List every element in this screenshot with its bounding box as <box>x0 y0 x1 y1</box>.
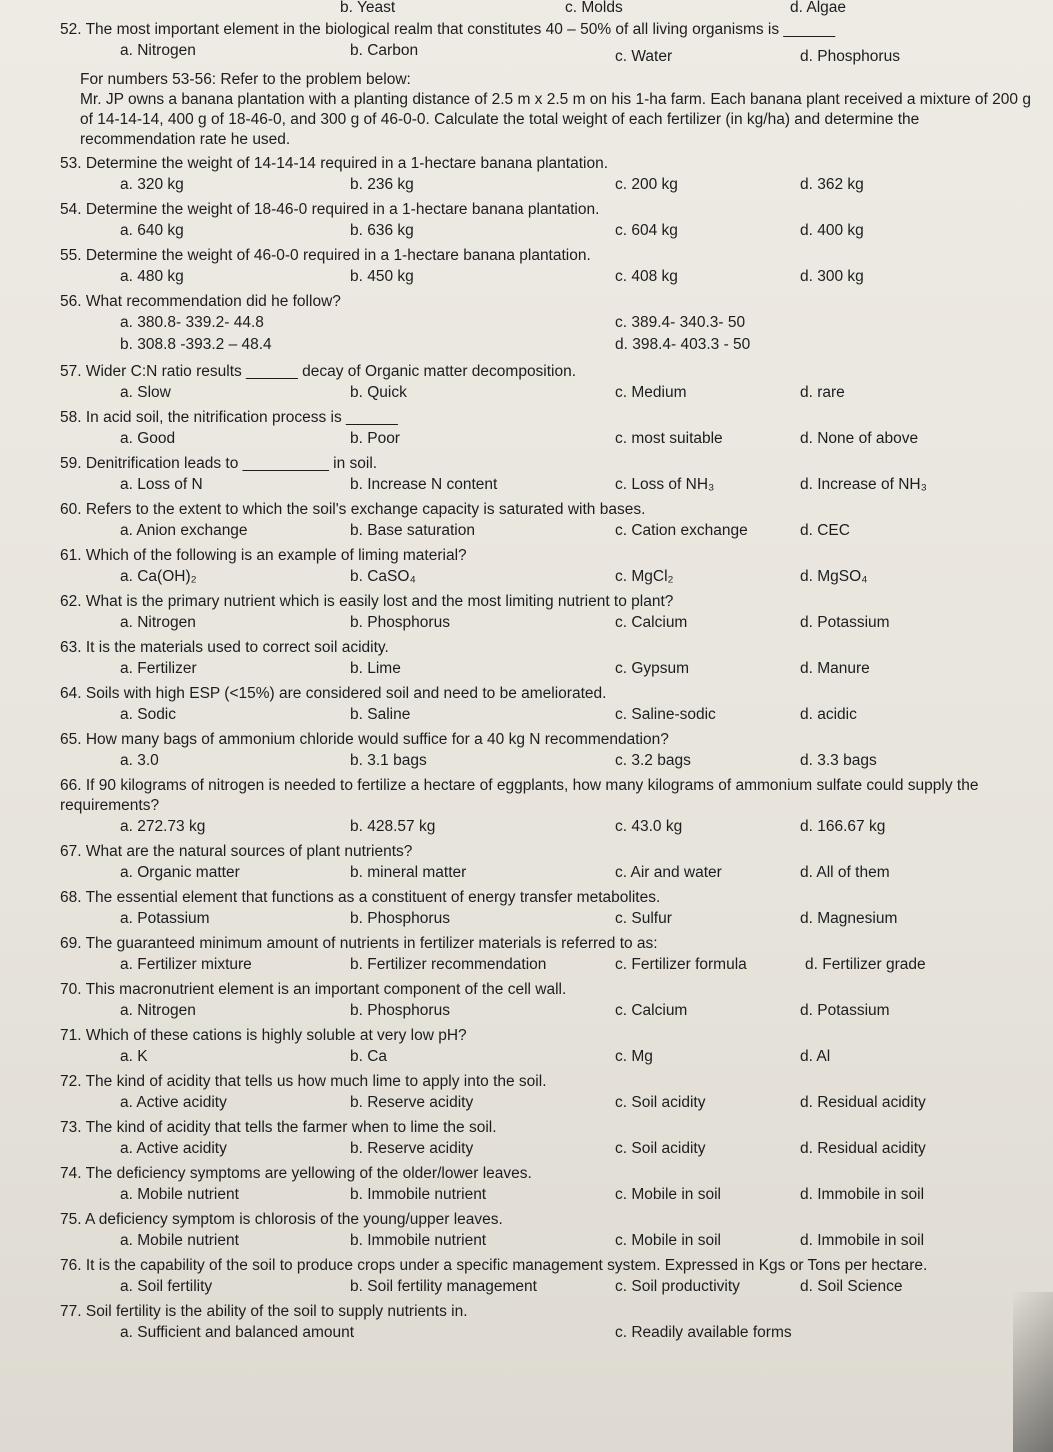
option-a: a. Ca(OH)₂ <box>120 568 197 585</box>
options-row <box>60 428 1035 450</box>
question-text: 53. Determine the weight of 14-14-14 required in a 1-hectare banana plantation. <box>60 155 609 172</box>
option-d: d. Magnesium <box>800 910 898 927</box>
question-text: 67. What are the natural sources of plant nutrients? <box>60 843 413 860</box>
option-a: a. Loss of N <box>120 476 203 493</box>
option-b: b. 428.57 kg <box>350 818 436 835</box>
option-b: b. Yeast <box>340 0 396 16</box>
option-d: d. Fertilizer grade <box>805 956 926 973</box>
options-row <box>60 1000 1035 1022</box>
option-c: c. Mobile in soil <box>615 1186 721 1203</box>
options-row <box>60 1138 1035 1160</box>
option-a: a. Good <box>120 430 176 447</box>
option-c: c. Air and water <box>615 864 722 881</box>
option-a: a. Organic matter <box>120 864 240 881</box>
question-59 <box>60 454 1035 496</box>
option-d: d. Phosphorus <box>800 48 900 65</box>
option-a: a. 640 kg <box>120 222 184 239</box>
option-c: c. Mg <box>615 1048 653 1065</box>
options-row <box>60 954 1035 976</box>
question-text: 69. The guaranteed minimum amount of nutrients in fertilizer materials is referred to as: <box>60 935 658 952</box>
option-b: b. 308.8 -393.2 – 48.4 <box>120 336 272 353</box>
option-a: a. 320 kg <box>120 176 184 193</box>
option-b: b. Saline <box>350 706 411 723</box>
question-52 <box>60 20 1035 65</box>
question-67 <box>60 842 1035 884</box>
option-c: c. Soil acidity <box>615 1140 706 1157</box>
question-66 <box>60 776 1035 838</box>
options-row <box>60 174 1035 196</box>
question-text: 54. Determine the weight of 18-46-0 required in a 1-hectare banana plantation. <box>60 201 600 218</box>
question-text: 65. How many bags of ammonium chloride would suffice for a 40 kg N recommendation? <box>60 731 669 748</box>
question-text: 64. Soils with high ESP (<15%) are considered soil and need to be ameliorated. <box>60 685 607 702</box>
question-63 <box>60 638 1035 680</box>
question-55 <box>60 246 1035 288</box>
options-row <box>60 1276 1035 1298</box>
question-61 <box>60 546 1035 588</box>
option-d: d. Residual acidity <box>800 1094 926 1111</box>
option-b: b. Carbon <box>350 42 419 59</box>
question-text: 57. Wider C:N ratio results ______ decay of Organic matter decomposition. <box>60 363 577 380</box>
option-c: c. Readily available forms <box>615 1324 792 1341</box>
option-a: a. Anion exchange <box>120 522 248 539</box>
option-a: a. Nitrogen <box>120 614 196 631</box>
options-row <box>60 312 1035 334</box>
option-a: a. 3.0 <box>120 752 159 769</box>
options-row <box>60 658 1035 680</box>
option-c: c. Mobile in soil <box>615 1232 721 1249</box>
option-b: b. Reserve acidity <box>350 1094 474 1111</box>
option-d: d. Increase of NH₃ <box>800 476 927 493</box>
option-c: c. 3.2 bags <box>615 752 691 769</box>
option-c: c. Soil acidity <box>615 1094 706 1111</box>
question-text: 68. The essential element that functions as a constituent of energy transfer metabolites. <box>60 889 661 906</box>
question-64 <box>60 684 1035 726</box>
option-a: a. Fertilizer mixture <box>120 956 252 973</box>
options-row <box>60 704 1035 726</box>
option-c: c. Sulfur <box>615 910 672 927</box>
question-text: 66. If 90 kilograms of nitrogen is needed to fertilize a hectare of eggplants, how many kilograms of ammonium sulfate could supply the requirements? <box>60 777 979 814</box>
question-71 <box>60 1026 1035 1068</box>
option-c: c. Fertilizer formula <box>615 956 747 973</box>
options-row <box>60 1230 1035 1252</box>
question-56 <box>60 292 1035 356</box>
option-c: c. Medium <box>615 384 687 401</box>
options-row <box>60 1322 1035 1344</box>
options-row <box>60 334 1035 356</box>
option-a: a. Nitrogen <box>120 1002 196 1019</box>
option-a: a. Active acidity <box>120 1094 227 1111</box>
option-b: b. Lime <box>350 660 401 677</box>
question-58 <box>60 408 1035 450</box>
option-d: d. 400 kg <box>800 222 864 239</box>
question-62 <box>60 592 1035 634</box>
question-text: 75. A deficiency symptom is chlorosis of the young/upper leaves. <box>60 1211 503 1228</box>
option-c: c. 389.4- 340.3- 50 <box>615 314 746 331</box>
intro-problem: Mr. JP owns a banana plantation with a planting distance of 2.5 m x 2.5 m on his 1-ha farm. Each banana plant received a mixture of 200 g of 14-14-14, 400 g of 18-46-0, and 300 g of 46-0-0. Calculate the total weight of each fertilizer (in kg/ha) and determine the recommendation rate he used. <box>80 91 1031 148</box>
problem-intro <box>80 70 1035 150</box>
option-d: d. None of above <box>800 430 919 447</box>
option-b: b. Soil fertility management <box>350 1278 537 1295</box>
option-a: a. Soil fertility <box>120 1278 213 1295</box>
question-text: 63. It is the materials used to correct soil acidity. <box>60 639 389 656</box>
options-row-top <box>60 0 1035 20</box>
option-b: b. Immobile nutrient <box>350 1186 487 1203</box>
option-b: b. 636 kg <box>350 222 414 239</box>
question-text: 61. Which of the following is an example of liming material? <box>60 547 467 564</box>
question-text: 70. This macronutrient element is an important component of the cell wall. <box>60 981 567 998</box>
option-d: d. Potassium <box>800 614 890 631</box>
option-b: b. Ca <box>350 1048 388 1065</box>
option-c: c. Cation exchange <box>615 522 748 539</box>
options-row <box>60 382 1035 404</box>
question-70 <box>60 980 1035 1022</box>
question-text: 52. The most important element in the biological realm that constitutes 40 – 50% of all living organisms is ______ <box>60 21 836 38</box>
option-d: d. 300 kg <box>800 268 864 285</box>
options-row <box>60 474 1035 496</box>
option-b: b. Fertilizer recommendation <box>350 956 547 973</box>
options-row <box>60 1046 1035 1068</box>
option-b: b. Phosphorus <box>350 614 450 631</box>
option-a: a. 272.73 kg <box>120 818 206 835</box>
options-row <box>60 750 1035 772</box>
option-c: c. Molds <box>565 0 623 16</box>
page-edge-shadow <box>1013 1292 1053 1452</box>
options-row <box>60 266 1035 288</box>
question-text: 56. What recommendation did he follow? <box>60 293 341 310</box>
option-d: d. Immobile in soil <box>800 1232 925 1249</box>
options-row <box>60 816 1035 838</box>
options-row <box>60 40 1035 65</box>
options-row <box>60 520 1035 542</box>
option-b: b. CaSO₄ <box>350 568 416 585</box>
option-c: c. Water <box>615 48 673 65</box>
option-a: a. Mobile nutrient <box>120 1232 239 1249</box>
options-row <box>60 908 1035 930</box>
option-c: c. Gypsum <box>615 660 690 677</box>
option-a: a. Sufficient and balanced amount <box>120 1324 355 1341</box>
option-b: b. 450 kg <box>350 268 414 285</box>
option-d: d. rare <box>800 384 845 401</box>
option-a: a. K <box>120 1048 148 1065</box>
question-60 <box>60 500 1035 542</box>
option-c: c. 43.0 kg <box>615 818 683 835</box>
question-76 <box>60 1256 1035 1298</box>
option-b: b. 236 kg <box>350 176 414 193</box>
option-a: a. Sodic <box>120 706 177 723</box>
option-d: d. 3.3 bags <box>800 752 877 769</box>
option-d: d. CEC <box>800 522 850 539</box>
option-d: d. Potassium <box>800 1002 890 1019</box>
option-c: c. Calcium <box>615 1002 688 1019</box>
option-b: b. Base saturation <box>350 522 475 539</box>
option-a: a. Slow <box>120 384 171 401</box>
question-75 <box>60 1210 1035 1252</box>
question-text: 55. Determine the weight of 46-0-0 required in a 1-hectare banana plantation. <box>60 247 591 264</box>
option-d: d. acidic <box>800 706 857 723</box>
question-text: 58. In acid soil, the nitrification process is ______ <box>60 409 398 426</box>
options-row <box>60 566 1035 588</box>
question-57 <box>60 362 1035 404</box>
option-c: c. 200 kg <box>615 176 678 193</box>
option-b: b. Poor <box>350 430 400 447</box>
question-69 <box>60 934 1035 976</box>
option-a: a. Fertilizer <box>120 660 197 677</box>
option-d: d. Al <box>800 1048 831 1065</box>
option-c: c. 408 kg <box>615 268 678 285</box>
option-d: d. All of them <box>800 864 890 881</box>
question-text: 74. The deficiency symptoms are yellowing of the older/lower leaves. <box>60 1165 532 1182</box>
question-text: 72. The kind of acidity that tells us how much lime to apply into the soil. <box>60 1073 547 1090</box>
options-row <box>60 1092 1035 1114</box>
question-text: 60. Refers to the extent to which the soil's exchange capacity is saturated with bases. <box>60 501 646 518</box>
option-a: a. Potassium <box>120 910 210 927</box>
question-text: 77. Soil fertility is the ability of the soil to supply nutrients in. <box>60 1303 468 1320</box>
option-a: a. Active acidity <box>120 1140 227 1157</box>
option-a: a. 480 kg <box>120 268 184 285</box>
option-b: b. Immobile nutrient <box>350 1232 487 1249</box>
option-c: c. Loss of NH₃ <box>615 476 715 493</box>
option-d: d. Immobile in soil <box>800 1186 925 1203</box>
option-c: c. MgCl₂ <box>615 568 674 585</box>
intro-title: For numbers 53-56: Refer to the problem below: <box>80 71 411 88</box>
option-d: d. MgSO₄ <box>800 568 868 585</box>
question-text: 73. The kind of acidity that tells the farmer when to lime the soil. <box>60 1119 497 1136</box>
question-77 <box>60 1302 1035 1344</box>
options-row <box>60 1184 1035 1206</box>
option-b: b. Quick <box>350 384 407 401</box>
exam-content <box>60 0 1035 1344</box>
question-65 <box>60 730 1035 772</box>
option-c: c. 604 kg <box>615 222 678 239</box>
options-row <box>60 220 1035 242</box>
question-68 <box>60 888 1035 930</box>
option-b: b. mineral matter <box>350 864 467 881</box>
option-b: b. Phosphorus <box>350 1002 450 1019</box>
options-row <box>60 612 1035 634</box>
question-53 <box>60 154 1035 196</box>
question-text: 62. What is the primary nutrient which is easily lost and the most limiting nutrient to plant? <box>60 593 674 610</box>
option-c: c. most suitable <box>615 430 723 447</box>
option-b: b. 3.1 bags <box>350 752 427 769</box>
option-b: b. Phosphorus <box>350 910 450 927</box>
question-text: 59. Denitrification leads to __________ in soil. <box>60 455 378 472</box>
options-row <box>60 862 1035 884</box>
question-72 <box>60 1072 1035 1114</box>
option-d: d. 362 kg <box>800 176 864 193</box>
option-c: c. Soil productivity <box>615 1278 740 1295</box>
option-b: b. Reserve acidity <box>350 1140 474 1157</box>
question-text: 76. It is the capability of the soil to produce crops under a specific management system. Expressed in Kgs or Tons per hectare. <box>60 1257 928 1274</box>
option-b: b. Increase N content <box>350 476 498 493</box>
option-c: c. Calcium <box>615 614 688 631</box>
option-c: c. Saline-sodic <box>615 706 716 723</box>
option-d: d. Residual acidity <box>800 1140 926 1157</box>
option-d: d. 166.67 kg <box>800 818 886 835</box>
option-d: d. Algae <box>790 0 847 16</box>
question-text: 71. Which of these cations is highly soluble at very low pH? <box>60 1027 467 1044</box>
option-a: a. 380.8- 339.2- 44.8 <box>120 314 264 331</box>
option-a: a. Nitrogen <box>120 42 196 59</box>
option-a: a. Mobile nutrient <box>120 1186 239 1203</box>
option-d: d. Soil Science <box>800 1278 903 1295</box>
question-74 <box>60 1164 1035 1206</box>
question-73 <box>60 1118 1035 1160</box>
question-54 <box>60 200 1035 242</box>
option-d: d. Manure <box>800 660 870 677</box>
option-d: d. 398.4- 403.3 - 50 <box>615 336 751 353</box>
